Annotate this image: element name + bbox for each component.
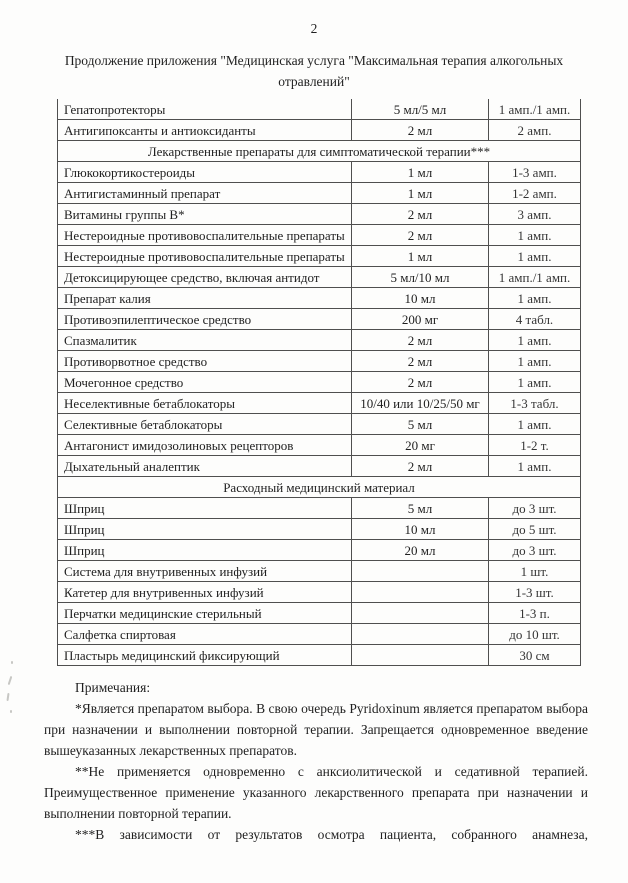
table-row [58,519,581,540]
qty-cell: 1 амп. [489,351,581,372]
dose-cell: 10 мл [352,519,489,540]
table-row [58,603,581,624]
drug-name-cell: Противорвотное средство [58,351,352,372]
table-row [58,309,581,330]
table-row [58,393,581,414]
table-row [58,540,581,561]
document-title: Продолжение приложения "Медицинская услуга "Максимальная терапия алкогольных отравлений" [64,53,564,89]
dose-cell [352,582,489,603]
dose-cell: 2 мл [352,330,489,351]
medication-table [57,99,581,666]
drug-name-cell: Витамины группы В* [58,204,352,225]
drug-name-cell: Дыхательный аналептик [58,456,352,477]
section-header-cell: Расходный медицинский материал [58,477,581,498]
table-row [58,624,581,645]
dose-cell [352,561,489,582]
drug-name-cell: Антагонист имидозолиновых рецепторов [58,435,352,456]
note-paragraph: ***В зависимости от результатов осмотра пациента, собранного анамнеза, [75,827,588,842]
table-row [58,435,581,456]
table-row [58,372,581,393]
drug-name-cell: Гепатопротекторы [58,99,352,120]
section-header-cell: Лекарственные препараты для симптоматической терапии*** [58,141,581,162]
table-row [58,414,581,435]
qty-cell: 1-3 шт. [489,582,581,603]
table-row [58,456,581,477]
table-row [58,183,581,204]
qty-cell: 1 амп. [489,330,581,351]
table-row [58,561,581,582]
table-row [58,204,581,225]
drug-name-cell: Мочегонное средство [58,372,352,393]
dose-cell: 2 мл [352,225,489,246]
scan-artifact [8,676,13,685]
table-row [58,645,581,666]
drug-name-cell: Глюкокортикостероиды [58,162,352,183]
drug-name-cell: Противоэпилептическое средство [58,309,352,330]
qty-cell: 1 амп. [489,225,581,246]
table-row [58,498,581,519]
material-name-cell: Пластырь медицинский фиксирующий [58,645,352,666]
drug-name-cell: Антигипоксанты и антиоксиданты [58,120,352,141]
qty-cell: 1 амп. [489,246,581,267]
material-name-cell: Шприц [58,519,352,540]
qty-cell: 1 шт. [489,561,581,582]
drug-name-cell: Антигистаминный препарат [58,183,352,204]
qty-cell: до 3 шт. [489,540,581,561]
table-row [58,162,581,183]
material-name-cell: Катетер для внутривенных инфузий [58,582,352,603]
drug-name-cell: Препарат калия [58,288,352,309]
dose-cell: 2 мл [352,456,489,477]
table-section-row [58,141,581,162]
qty-cell: 1 амп./1 амп. [489,99,581,120]
scan-artifact [6,693,9,701]
material-name-cell: Шприц [58,498,352,519]
dose-cell: 2 мл [352,120,489,141]
dose-cell: 5 мл/10 мл [352,267,489,288]
qty-cell: 4 табл. [489,309,581,330]
qty-cell: 1-2 т. [489,435,581,456]
dose-cell: 2 мл [352,351,489,372]
qty-cell: до 5 шт. [489,519,581,540]
dose-cell: 2 мл [352,372,489,393]
dose-cell: 200 мг [352,309,489,330]
qty-cell: 1-2 амп. [489,183,581,204]
qty-cell: 30 см [489,645,581,666]
dose-cell: 1 мл [352,183,489,204]
qty-cell: 1 амп. [489,288,581,309]
qty-cell: 3 амп. [489,204,581,225]
qty-cell: 1-3 п. [489,603,581,624]
page-number: 2 [310,21,318,36]
qty-cell: 1 амп. [489,414,581,435]
qty-cell: 1-3 табл. [489,393,581,414]
material-name-cell: Перчатки медицинские стерильный [58,603,352,624]
dose-cell: 5 мл/5 мл [352,99,489,120]
scan-artifact [10,710,12,713]
table-row [58,351,581,372]
dose-cell [352,603,489,624]
table-row [58,225,581,246]
drug-name-cell: Нестероидные противовоспалительные препараты [58,225,352,246]
dose-cell: 1 мл [352,246,489,267]
qty-cell: 1 амп. [489,372,581,393]
dose-cell: 1 мл [352,162,489,183]
material-name-cell: Система для внутривенных инфузий [58,561,352,582]
qty-cell: 1-3 амп. [489,162,581,183]
note-paragraph: *Является препаратом выбора. В свою очередь Pyridoxinum является препаратом выбора при назначении и выполнении повторной терапии. Запрещается одновременное введение вышеуказанных лекарственных препаратов. [44,701,588,758]
drug-name-cell: Детоксицирующее средство, включая антидот [58,267,352,288]
qty-cell: 2 амп. [489,120,581,141]
dose-cell: 2 мл [352,204,489,225]
dose-cell: 20 мл [352,540,489,561]
table-row [58,267,581,288]
table-row [58,582,581,603]
table-row [58,330,581,351]
dose-cell: 5 мл [352,414,489,435]
dose-cell [352,624,489,645]
qty-cell: 1 амп. [489,456,581,477]
table-row [58,246,581,267]
drug-name-cell: Селективные бетаблокаторы [58,414,352,435]
material-name-cell: Салфетка спиртовая [58,624,352,645]
notes-section [44,677,588,845]
table-row [58,120,581,141]
table-section-row [58,477,581,498]
scan-artifact [11,661,13,664]
notes-heading: Примечания: [75,680,151,695]
material-name-cell: Шприц [58,540,352,561]
qty-cell: до 10 шт. [489,624,581,645]
dose-cell: 10 мл [352,288,489,309]
dose-cell: 20 мг [352,435,489,456]
table-row [58,288,581,309]
medication-table-wrap [57,99,628,666]
dose-cell: 5 мл [352,498,489,519]
table-row [58,99,581,120]
drug-name-cell: Неселективные бетаблокаторы [58,393,352,414]
drug-name-cell: Нестероидные противовоспалительные препараты [58,246,352,267]
qty-cell: 1 амп./1 амп. [489,267,581,288]
qty-cell: до 3 шт. [489,498,581,519]
drug-name-cell: Спазмалитик [58,330,352,351]
dose-cell [352,645,489,666]
dose-cell: 10/40 или 10/25/50 мг [352,393,489,414]
note-paragraph: **Не применяется одновременно с анксиолитической и седативной терапией. Преимущественное применение указанного лекарственного препарата при назначении и выполнении повторной терапии. [44,764,588,821]
